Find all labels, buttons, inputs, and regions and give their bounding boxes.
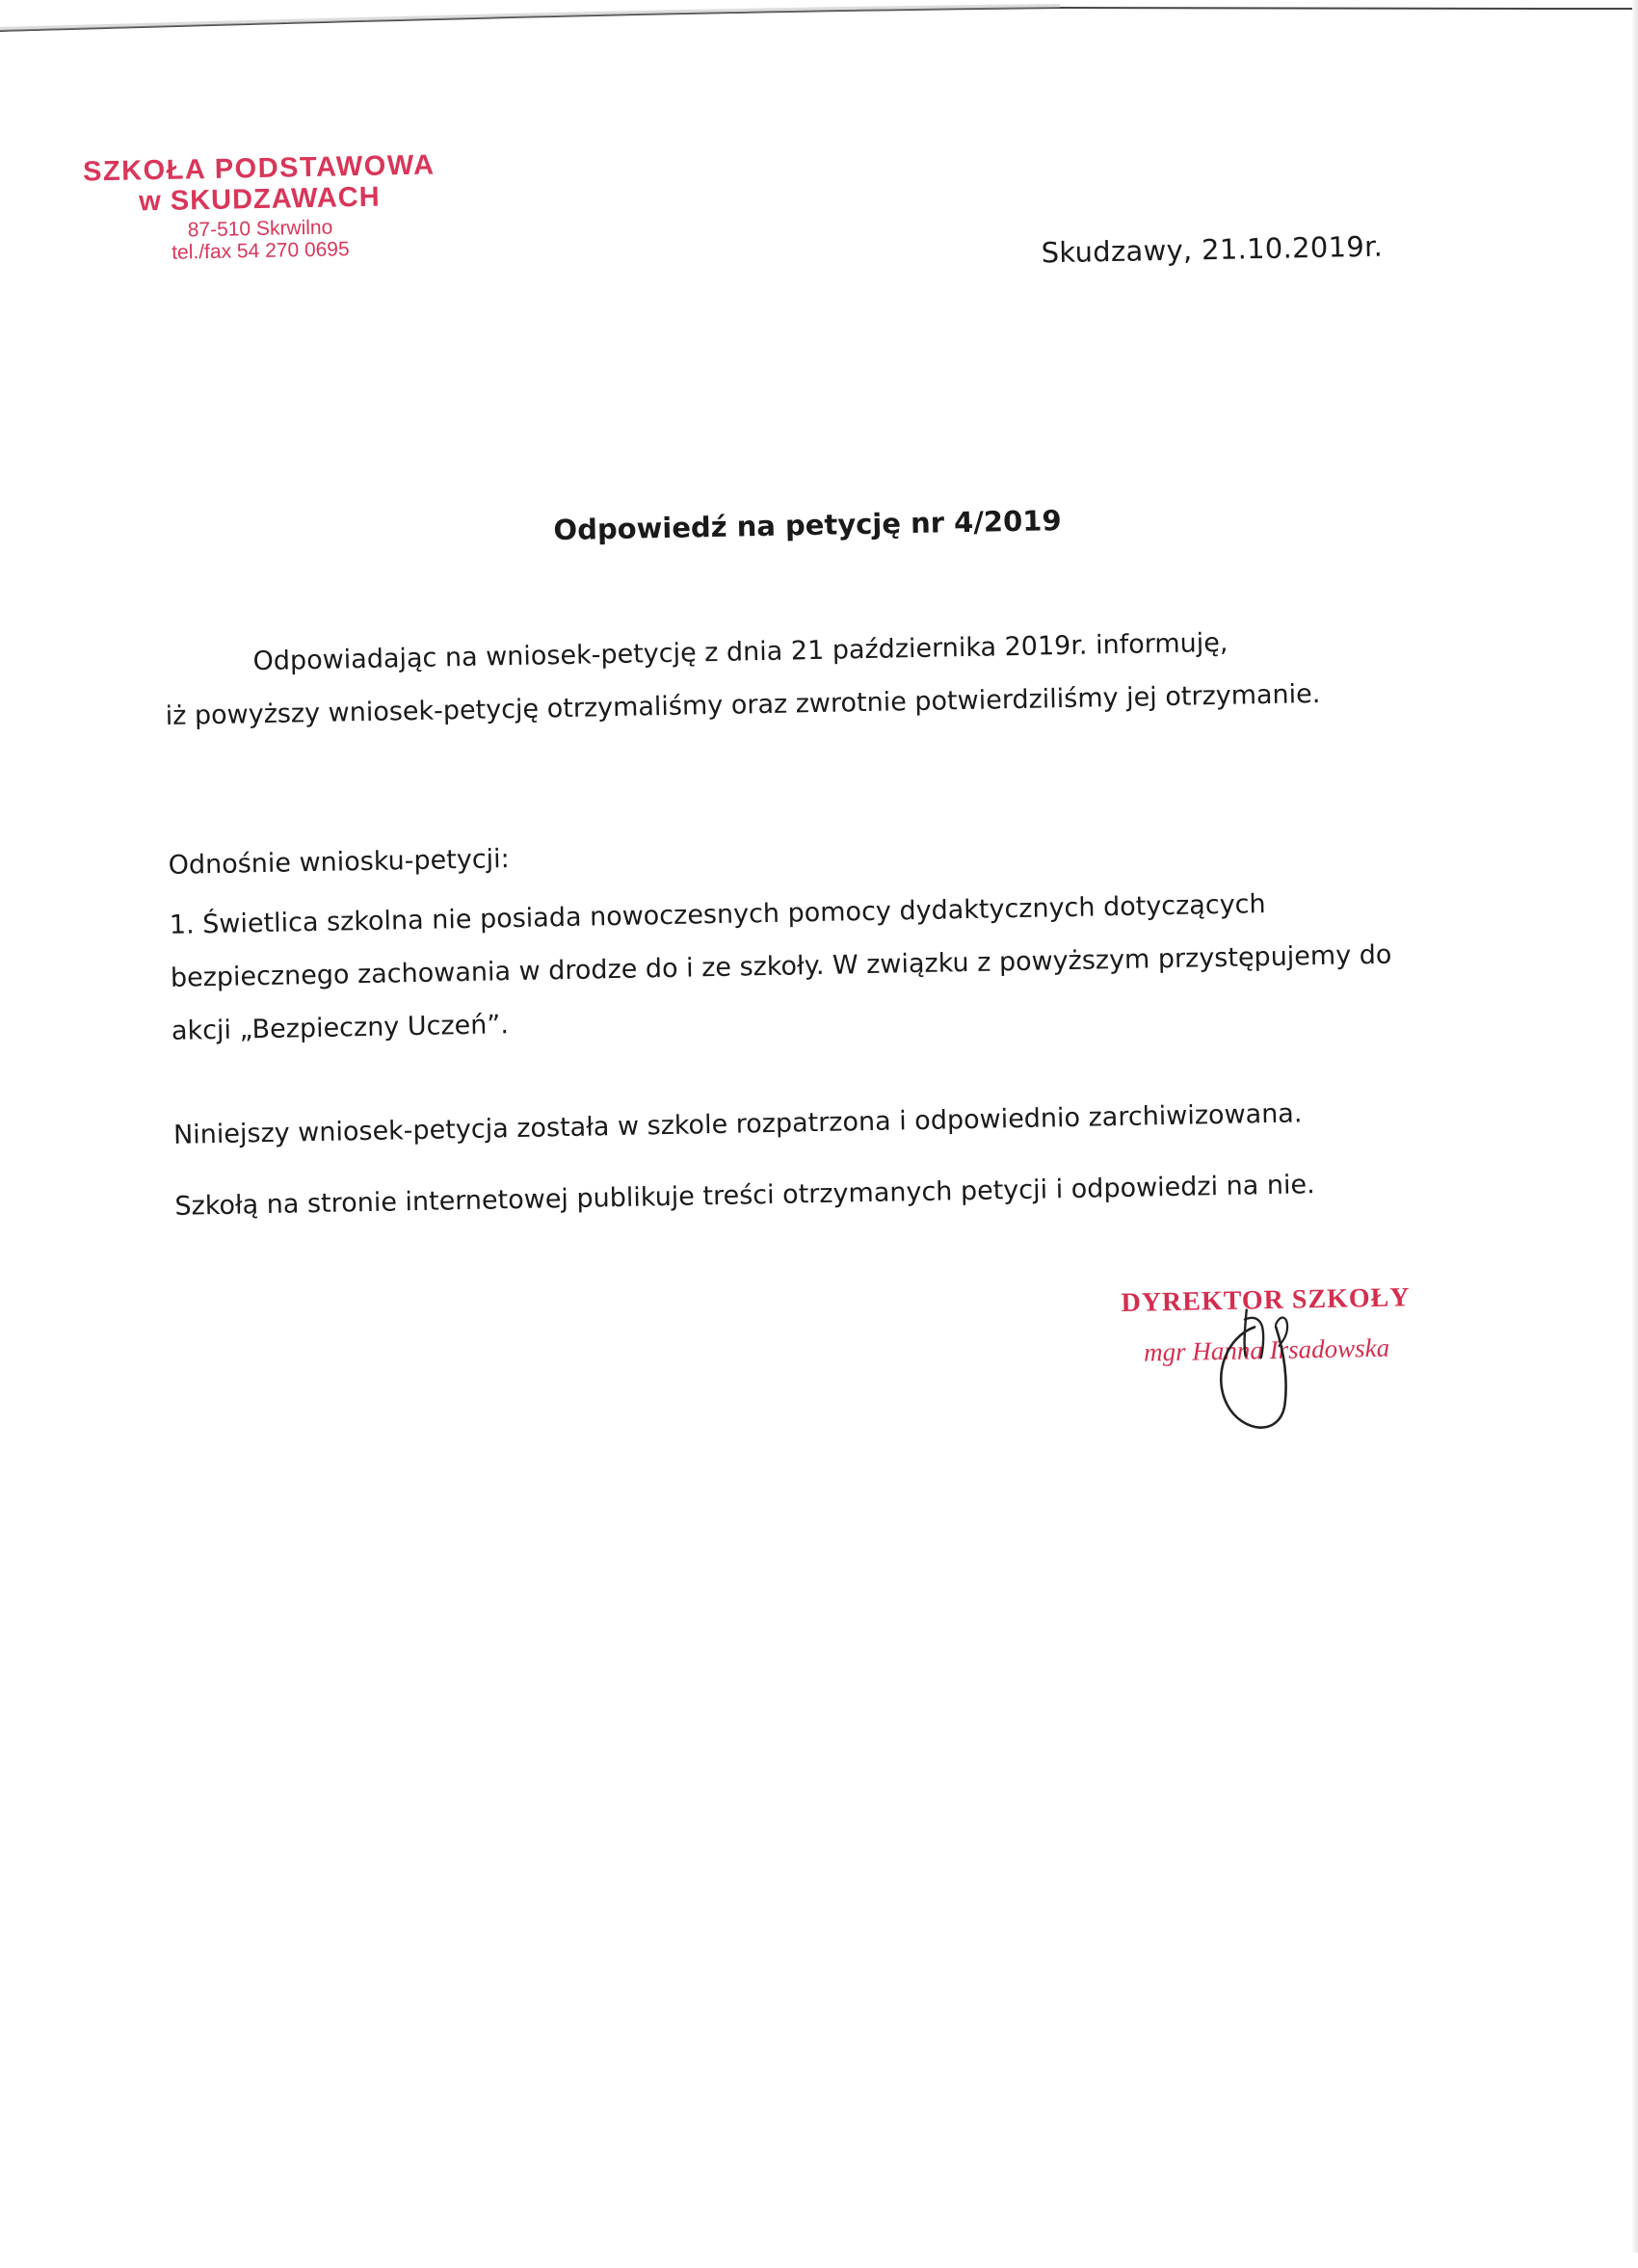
letter-date: Skudzawy, 21.10.2019r. <box>1041 229 1384 270</box>
regarding-label: Odnośnie wniosku-petycji: <box>168 844 511 881</box>
stamp-school-name: SZKOŁA PODSTAWOWA <box>82 149 436 188</box>
stamp-postal-address: 87-510 Skrwilno <box>187 216 333 242</box>
stamp-school-location: w SKUDZAWACH <box>138 182 381 218</box>
point-1-line-3: akcji „Bezpieczny Uczeń”. <box>171 1010 510 1046</box>
handwritten-signature <box>1187 1297 1334 1444</box>
publication-paragraph: Szkołą na stronie internetowej publikuje treści otrzymanych petycji i odpowiedzi na nie. <box>174 1170 1315 1222</box>
point-1-line-2: bezpiecznego zachowania w drodze do i ze szkoły. W związku z powyższym przystępujemy do <box>170 939 1392 993</box>
director-role: DYREKTOR SZKOŁY <box>1121 1282 1411 1319</box>
school-stamp <box>66 149 454 267</box>
archive-paragraph: Niniejszy wniosek-petycja została w szkole rozpatrzona i odpowiednio zarchiwizowana. <box>172 1098 1303 1150</box>
intro-paragraph <box>164 614 1380 743</box>
point-1 <box>169 876 1395 1058</box>
point-1-line-1: 1. Świetlica szkolna nie posiada nowoczesnych pomocy dydaktycznych dotyczących <box>169 889 1266 940</box>
director-name: mgr Hanna Irsadowska <box>1143 1332 1390 1367</box>
letter-title: Odpowiedź na petycję nr 4/2019 <box>553 504 1062 547</box>
intro-line-2: iż powyższy wniosek-petycję otrzymaliśmy oraz zwrotnie potwierdziliśmy jej otrzymanie. <box>165 678 1321 731</box>
intro-line-1: Odpowiadając na wniosek-petycję z dnia 21 października 2019r. informuję, <box>252 627 1228 677</box>
stamp-phone: tel./fax 54 270 0695 <box>172 238 350 265</box>
